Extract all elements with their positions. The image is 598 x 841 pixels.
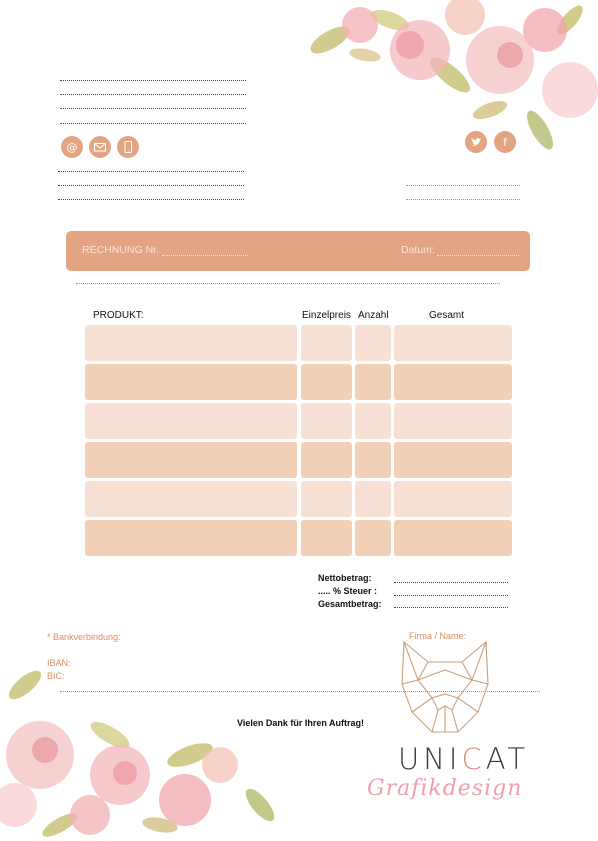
banner-divider: [76, 283, 500, 284]
total-cell[interactable]: [394, 442, 512, 478]
total-cell[interactable]: [394, 481, 512, 517]
address-line-2[interactable]: [60, 94, 246, 95]
unit-price-cell[interactable]: [301, 325, 352, 361]
brand-text-accent: C: [461, 742, 486, 776]
product-cell[interactable]: [85, 364, 297, 400]
unit-price-cell[interactable]: [301, 481, 352, 517]
floral-decoration-top-right: [270, 0, 598, 175]
product-cell[interactable]: [85, 442, 297, 478]
quantity-cell[interactable]: [355, 520, 391, 556]
invoice-number-label: RECHNUNG Nr.: [82, 244, 160, 256]
brand-text-pre: UNI: [398, 742, 462, 776]
svg-text:f: f: [503, 136, 507, 149]
unit-price-cell[interactable]: [301, 520, 352, 556]
total-cell[interactable]: [394, 403, 512, 439]
product-cell[interactable]: [85, 520, 297, 556]
total-cell[interactable]: [394, 364, 512, 400]
gross-amount-field[interactable]: [394, 607, 508, 608]
quantity-header: Anzahl: [358, 310, 389, 321]
quantity-cell[interactable]: [355, 442, 391, 478]
at-icon: [61, 136, 83, 158]
unit-price-header: Einzelpreis: [302, 310, 351, 321]
brand-tagline: Grafikdesign: [367, 776, 523, 801]
product-cell[interactable]: [85, 325, 297, 361]
company-label: Firma / Name:: [409, 631, 467, 641]
tax-label: ..... % Steuer :: [318, 586, 378, 596]
total-cell[interactable]: [394, 325, 512, 361]
invoice-number-field[interactable]: [162, 255, 248, 256]
svg-text:@: @: [66, 141, 78, 154]
invoice-date-field[interactable]: [437, 255, 519, 256]
address-line-1[interactable]: [60, 80, 246, 81]
recipient-line-2[interactable]: [406, 199, 520, 200]
phone-icon: [117, 136, 139, 158]
recipient-line-1[interactable]: [406, 185, 520, 186]
quantity-cell[interactable]: [355, 481, 391, 517]
quantity-cell[interactable]: [355, 325, 391, 361]
product-cell[interactable]: [85, 403, 297, 439]
total-header: Gesamt: [429, 310, 465, 321]
contact-line-3[interactable]: [58, 199, 244, 200]
tax-field[interactable]: [394, 595, 508, 596]
contact-line-1[interactable]: [58, 171, 244, 172]
facebook-icon: [494, 131, 516, 153]
unit-price-cell[interactable]: [301, 403, 352, 439]
net-amount-label: Nettobetrag:: [318, 573, 372, 583]
invoice-date-label: Datum:: [401, 244, 435, 256]
address-line-4[interactable]: [60, 123, 246, 124]
thank-you-message: Vielen Dank für Ihren Auftrag!: [237, 718, 365, 728]
twitter-icon: [465, 131, 487, 153]
unit-price-cell[interactable]: [301, 364, 352, 400]
contact-line-2[interactable]: [58, 185, 244, 186]
total-cell[interactable]: [394, 520, 512, 556]
address-line-3[interactable]: [60, 108, 246, 109]
iban-label: IBAN:: [47, 658, 71, 668]
gross-amount-label: Gesamtbetrag:: [318, 599, 382, 609]
bank-heading: * Bankverbindung:: [47, 632, 121, 642]
quantity-cell[interactable]: [355, 403, 391, 439]
cat-logo-icon: [398, 640, 492, 738]
envelope-icon: [89, 136, 111, 158]
product-cell[interactable]: [85, 481, 297, 517]
unit-price-cell[interactable]: [301, 442, 352, 478]
brand-logo-text: [398, 742, 529, 776]
quantity-cell[interactable]: [355, 364, 391, 400]
net-amount-field[interactable]: [394, 582, 508, 583]
brand-text-post: AT: [485, 742, 530, 776]
product-header: PRODUKT:: [93, 310, 144, 321]
floral-decoration-bottom-left: [0, 655, 300, 841]
bic-label: BIC:: [47, 671, 65, 681]
invoice-banner: [66, 231, 530, 271]
